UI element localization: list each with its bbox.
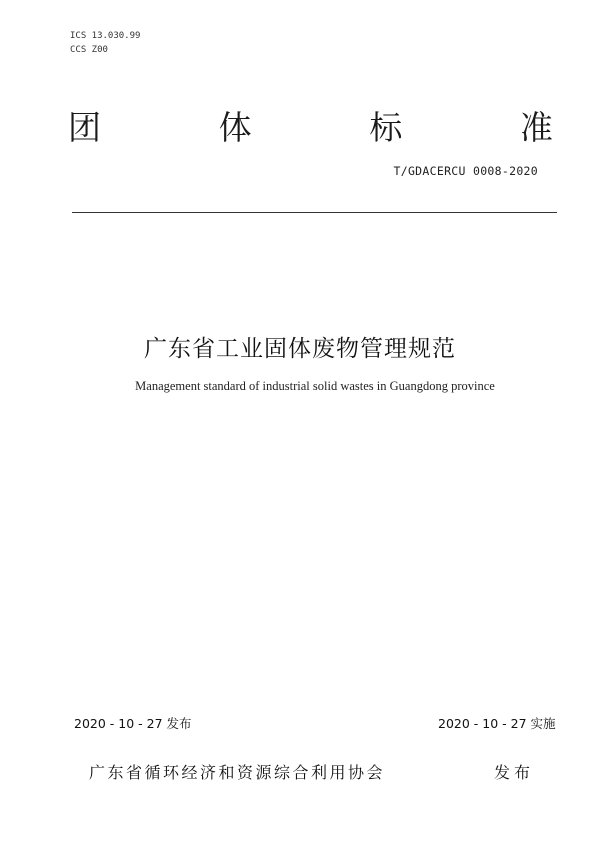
standard-type-char: 体 xyxy=(218,108,252,147)
standard-number: T/GDACERCU 0008-2020 xyxy=(393,164,538,178)
publish-label: 发布 xyxy=(494,763,535,782)
publisher-name: 广东省循环经济和资源综合利用协会 xyxy=(89,763,386,782)
standard-type-heading xyxy=(68,108,553,148)
issue-date: 2020 - 10 - 27 发布 xyxy=(74,716,192,731)
standard-type-char: 标 xyxy=(369,108,403,147)
classification-codes xyxy=(70,29,140,57)
standard-type-char: 准 xyxy=(519,108,553,147)
ccs-code: CCS Z00 xyxy=(70,45,108,55)
document-title-zh: 广东省工业固体废物管理规范 xyxy=(144,336,456,362)
implementation-date: 2020 - 10 - 27 实施 xyxy=(438,716,556,731)
header-divider xyxy=(72,212,557,213)
ics-code: ICS 13.030.99 xyxy=(70,31,141,41)
standard-type-char: 团 xyxy=(68,108,101,147)
document-title-en: Management standard of industrial solid wastes in Guangdong province xyxy=(135,379,495,393)
